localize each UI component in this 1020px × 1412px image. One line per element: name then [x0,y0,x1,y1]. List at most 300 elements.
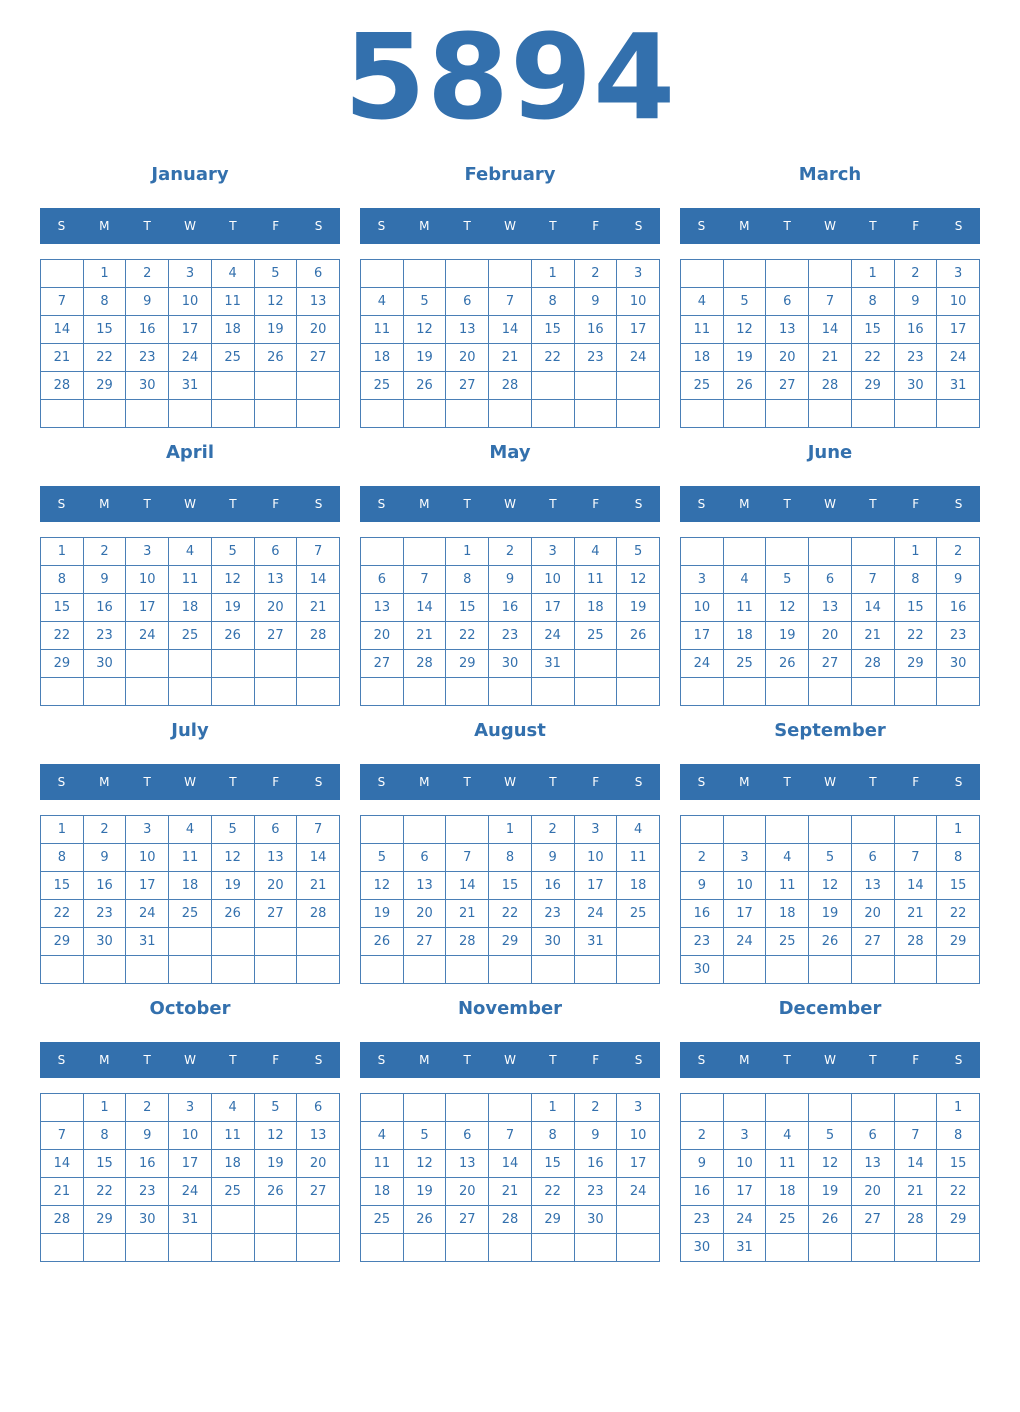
day-cell: 5 [766,566,809,594]
weekday-label: M [739,1053,750,1067]
day-cell: 2 [126,260,169,288]
day-cell: 20 [297,1150,340,1178]
weekday-label: W [184,775,196,789]
day-cell: 18 [766,1178,809,1206]
day-cell: 22 [83,1178,126,1206]
day-cell: 14 [489,316,532,344]
day-cell [937,678,980,706]
weekday-label: T [463,219,471,233]
day-cell: 25 [211,344,254,372]
week-row [681,956,980,984]
day-cell: 5 [809,844,852,872]
day-cell: 29 [83,372,126,400]
day-cell [617,928,660,956]
day-cell: 11 [766,872,809,900]
day-cell: 24 [617,1178,660,1206]
week-row [41,538,340,566]
week-row [361,1178,660,1206]
week-row [681,566,980,594]
day-cell [489,678,532,706]
day-cell: 21 [894,1178,937,1206]
day-cell: 4 [766,844,809,872]
day-cell: 22 [531,1178,574,1206]
day-cell: 9 [937,566,980,594]
day-cell: 1 [531,1094,574,1122]
day-cell: 25 [723,650,766,678]
day-cell [169,956,212,984]
weekday-label: S [314,497,323,511]
day-cell: 30 [681,1234,724,1262]
day-cell [41,1234,84,1262]
day-cell: 13 [254,566,297,594]
day-cell: 25 [211,1178,254,1206]
weekday-label: T [783,775,791,789]
weekday-label: T [229,219,237,233]
day-cell: 29 [489,928,532,956]
day-cell: 10 [169,1122,212,1150]
day-cell [809,260,852,288]
day-cell: 3 [574,816,617,844]
day-cell [297,678,340,706]
weekday-header [40,764,340,800]
day-cell: 2 [574,1094,617,1122]
day-cell: 28 [851,650,894,678]
day-cell: 27 [254,900,297,928]
weekday-label: S [377,219,386,233]
day-cell: 19 [254,316,297,344]
week-row [361,900,660,928]
day-cell: 13 [297,288,340,316]
weekday-label: T [229,775,237,789]
day-cell: 21 [41,1178,84,1206]
day-cell [297,928,340,956]
day-cell [446,400,489,428]
day-cell: 18 [617,872,660,900]
week-row [41,928,340,956]
day-cell: 26 [723,372,766,400]
month-name: December [778,998,882,1019]
day-cell: 21 [809,344,852,372]
day-grid [680,259,980,428]
weekday-label: F [272,219,280,233]
day-grid [360,259,660,428]
day-cell: 30 [489,650,532,678]
day-cell: 13 [446,1150,489,1178]
day-cell: 11 [211,288,254,316]
day-cell: 1 [83,1094,126,1122]
weekday-label: T [549,1053,557,1067]
day-cell: 11 [617,844,660,872]
day-cell [297,372,340,400]
weekday-label: T [869,775,877,789]
day-cell [531,956,574,984]
week-row [681,400,980,428]
day-cell [211,678,254,706]
week-row [681,1150,980,1178]
day-cell: 17 [574,872,617,900]
day-cell: 5 [617,538,660,566]
day-cell: 6 [297,1094,340,1122]
week-row [681,1178,980,1206]
day-cell [254,956,297,984]
day-cell [254,650,297,678]
weekday-label: F [592,1053,600,1067]
day-cell: 17 [169,1150,212,1178]
weekday-label: F [592,775,600,789]
day-cell: 26 [211,900,254,928]
day-cell: 7 [446,844,489,872]
day-cell: 8 [531,288,574,316]
day-cell: 7 [809,288,852,316]
week-row [41,260,340,288]
day-cell: 25 [766,928,809,956]
weekday-label: F [912,497,920,511]
day-cell [766,260,809,288]
weekday-label: F [272,775,280,789]
day-cell [297,1206,340,1234]
day-cell: 12 [723,316,766,344]
week-row [681,344,980,372]
day-cell [126,400,169,428]
day-cell: 10 [681,594,724,622]
day-cell: 16 [83,872,126,900]
day-cell: 7 [297,816,340,844]
day-cell: 1 [41,816,84,844]
day-cell: 28 [489,1206,532,1234]
day-cell [489,1234,532,1262]
day-cell: 19 [211,594,254,622]
day-cell: 22 [489,900,532,928]
day-cell [361,260,404,288]
day-cell [403,260,446,288]
week-row [41,566,340,594]
weekday-label: T [549,775,557,789]
day-cell [361,1234,404,1262]
day-cell: 15 [531,1150,574,1178]
week-row [41,372,340,400]
week-row [41,1122,340,1150]
day-cell: 11 [574,566,617,594]
weekday-label: W [504,775,516,789]
day-cell: 28 [41,1206,84,1234]
day-cell [766,1234,809,1262]
day-cell: 18 [169,594,212,622]
day-cell: 19 [361,900,404,928]
week-row [681,844,980,872]
day-cell: 26 [766,650,809,678]
day-cell: 11 [766,1150,809,1178]
day-cell [211,1234,254,1262]
weekday-label: M [419,1053,430,1067]
day-cell: 21 [41,344,84,372]
weekday-label: T [463,497,471,511]
day-cell: 26 [254,1178,297,1206]
day-cell [361,816,404,844]
day-cell: 19 [809,900,852,928]
day-cell: 4 [361,1122,404,1150]
day-cell: 2 [126,1094,169,1122]
weekday-label: F [592,219,600,233]
day-cell [681,678,724,706]
day-cell: 21 [297,594,340,622]
day-cell [851,956,894,984]
day-cell: 17 [126,594,169,622]
week-row [361,1206,660,1234]
day-cell: 2 [894,260,937,288]
weekday-label: T [143,1053,151,1067]
day-cell: 15 [41,872,84,900]
day-cell [361,538,404,566]
day-grid [360,1093,660,1262]
day-cell: 2 [83,538,126,566]
day-cell [766,538,809,566]
day-cell: 4 [723,566,766,594]
day-cell: 13 [361,594,404,622]
day-cell: 18 [169,872,212,900]
day-cell: 8 [531,1122,574,1150]
weekday-label: S [377,1053,386,1067]
week-row [41,400,340,428]
day-cell: 7 [297,538,340,566]
day-cell: 12 [809,872,852,900]
weekday-label: S [634,775,643,789]
weekday-label: T [783,1053,791,1067]
day-cell [617,1206,660,1234]
day-cell: 16 [894,316,937,344]
day-cell: 8 [41,566,84,594]
week-row [41,344,340,372]
day-cell: 9 [83,566,126,594]
day-cell: 6 [446,1122,489,1150]
day-cell: 31 [723,1234,766,1262]
day-cell: 4 [617,816,660,844]
day-cell: 14 [297,566,340,594]
day-cell: 3 [126,816,169,844]
weekday-label: S [314,219,323,233]
day-cell: 7 [41,1122,84,1150]
day-cell: 16 [489,594,532,622]
day-cell: 19 [403,1178,446,1206]
day-cell: 2 [574,260,617,288]
day-cell [254,678,297,706]
day-cell [617,1234,660,1262]
day-cell: 23 [531,900,574,928]
day-cell [126,1234,169,1262]
day-cell: 8 [937,1122,980,1150]
day-cell: 2 [489,538,532,566]
week-row [361,594,660,622]
day-cell: 19 [254,1150,297,1178]
day-cell: 12 [809,1150,852,1178]
weekday-label: M [419,497,430,511]
day-cell [681,538,724,566]
week-row [361,1150,660,1178]
day-cell: 23 [83,900,126,928]
day-cell [361,678,404,706]
day-cell: 22 [41,900,84,928]
day-grid [40,259,340,428]
day-cell: 4 [169,816,212,844]
weekday-label: M [99,1053,110,1067]
week-row [361,844,660,872]
day-cell [574,372,617,400]
day-cell: 26 [211,622,254,650]
day-grid [680,537,980,706]
day-cell: 10 [937,288,980,316]
day-cell: 12 [617,566,660,594]
day-cell: 4 [169,538,212,566]
day-cell [297,1234,340,1262]
day-cell: 28 [894,928,937,956]
day-cell: 18 [361,344,404,372]
day-cell [446,816,489,844]
weekday-label: F [592,497,600,511]
day-cell: 6 [403,844,446,872]
day-cell: 28 [446,928,489,956]
day-cell: 9 [126,1122,169,1150]
day-cell: 5 [723,288,766,316]
day-cell: 12 [254,1122,297,1150]
day-cell: 26 [617,622,660,650]
week-row [41,622,340,650]
day-cell [574,678,617,706]
weekday-label: W [824,775,836,789]
day-cell: 16 [126,316,169,344]
day-cell: 31 [531,650,574,678]
day-cell: 22 [937,1178,980,1206]
day-cell [169,678,212,706]
day-cell: 27 [446,1206,489,1234]
day-cell: 10 [531,566,574,594]
day-cell: 14 [41,316,84,344]
day-cell [851,538,894,566]
day-cell: 30 [937,650,980,678]
day-cell: 22 [531,344,574,372]
week-row [41,1150,340,1178]
day-cell: 28 [809,372,852,400]
day-cell: 8 [489,844,532,872]
day-cell [809,538,852,566]
day-cell: 5 [254,1094,297,1122]
week-row [681,678,980,706]
day-cell [254,400,297,428]
day-cell [211,650,254,678]
week-row [681,1094,980,1122]
day-cell: 28 [894,1206,937,1234]
day-cell: 26 [403,372,446,400]
day-cell [851,1234,894,1262]
day-cell: 15 [489,872,532,900]
week-row [361,316,660,344]
day-cell: 17 [723,900,766,928]
day-cell: 6 [361,566,404,594]
day-cell: 10 [126,566,169,594]
weekday-label: S [697,219,706,233]
day-cell: 30 [681,956,724,984]
day-cell: 31 [937,372,980,400]
day-cell: 21 [489,344,532,372]
day-cell: 18 [211,316,254,344]
day-cell: 16 [126,1150,169,1178]
day-cell: 29 [83,1206,126,1234]
day-cell [723,1094,766,1122]
day-cell: 3 [169,1094,212,1122]
day-cell: 1 [41,538,84,566]
day-cell [766,678,809,706]
weekday-header [360,486,660,522]
day-cell: 4 [211,260,254,288]
day-cell: 12 [211,844,254,872]
week-row [361,622,660,650]
day-cell: 15 [937,872,980,900]
day-cell: 9 [681,1150,724,1178]
day-cell: 24 [617,344,660,372]
day-cell: 10 [169,288,212,316]
day-cell [531,678,574,706]
day-cell [446,260,489,288]
day-cell [41,678,84,706]
day-cell: 30 [126,372,169,400]
month-name: June [807,442,853,463]
day-cell: 15 [83,1150,126,1178]
day-cell: 24 [531,622,574,650]
weekday-label: T [143,219,151,233]
day-cell [894,956,937,984]
weekday-header [360,208,660,244]
day-cell [403,400,446,428]
weekday-label: S [57,219,66,233]
day-cell: 3 [681,566,724,594]
day-cell [894,1234,937,1262]
week-row [361,1122,660,1150]
day-cell: 3 [126,538,169,566]
day-cell: 7 [41,288,84,316]
week-row [361,372,660,400]
day-cell [489,1094,532,1122]
day-cell: 16 [83,594,126,622]
day-cell: 7 [403,566,446,594]
day-cell [254,372,297,400]
weekday-label: F [272,1053,280,1067]
day-cell: 24 [723,1206,766,1234]
day-cell [403,1094,446,1122]
day-cell: 23 [126,344,169,372]
day-cell: 25 [617,900,660,928]
day-cell: 4 [766,1122,809,1150]
day-cell [723,816,766,844]
day-cell: 6 [809,566,852,594]
week-row [361,260,660,288]
day-cell: 12 [766,594,809,622]
week-row [41,288,340,316]
day-cell [723,678,766,706]
day-cell: 28 [489,372,532,400]
weekday-label: S [377,497,386,511]
day-cell: 14 [489,1150,532,1178]
day-cell: 10 [617,1122,660,1150]
day-cell: 16 [574,316,617,344]
day-cell: 4 [361,288,404,316]
day-cell: 8 [851,288,894,316]
day-cell [446,678,489,706]
day-cell [83,678,126,706]
day-cell [41,956,84,984]
day-cell: 14 [446,872,489,900]
day-cell: 15 [83,316,126,344]
day-cell [83,400,126,428]
day-cell: 5 [211,538,254,566]
day-cell: 20 [254,594,297,622]
